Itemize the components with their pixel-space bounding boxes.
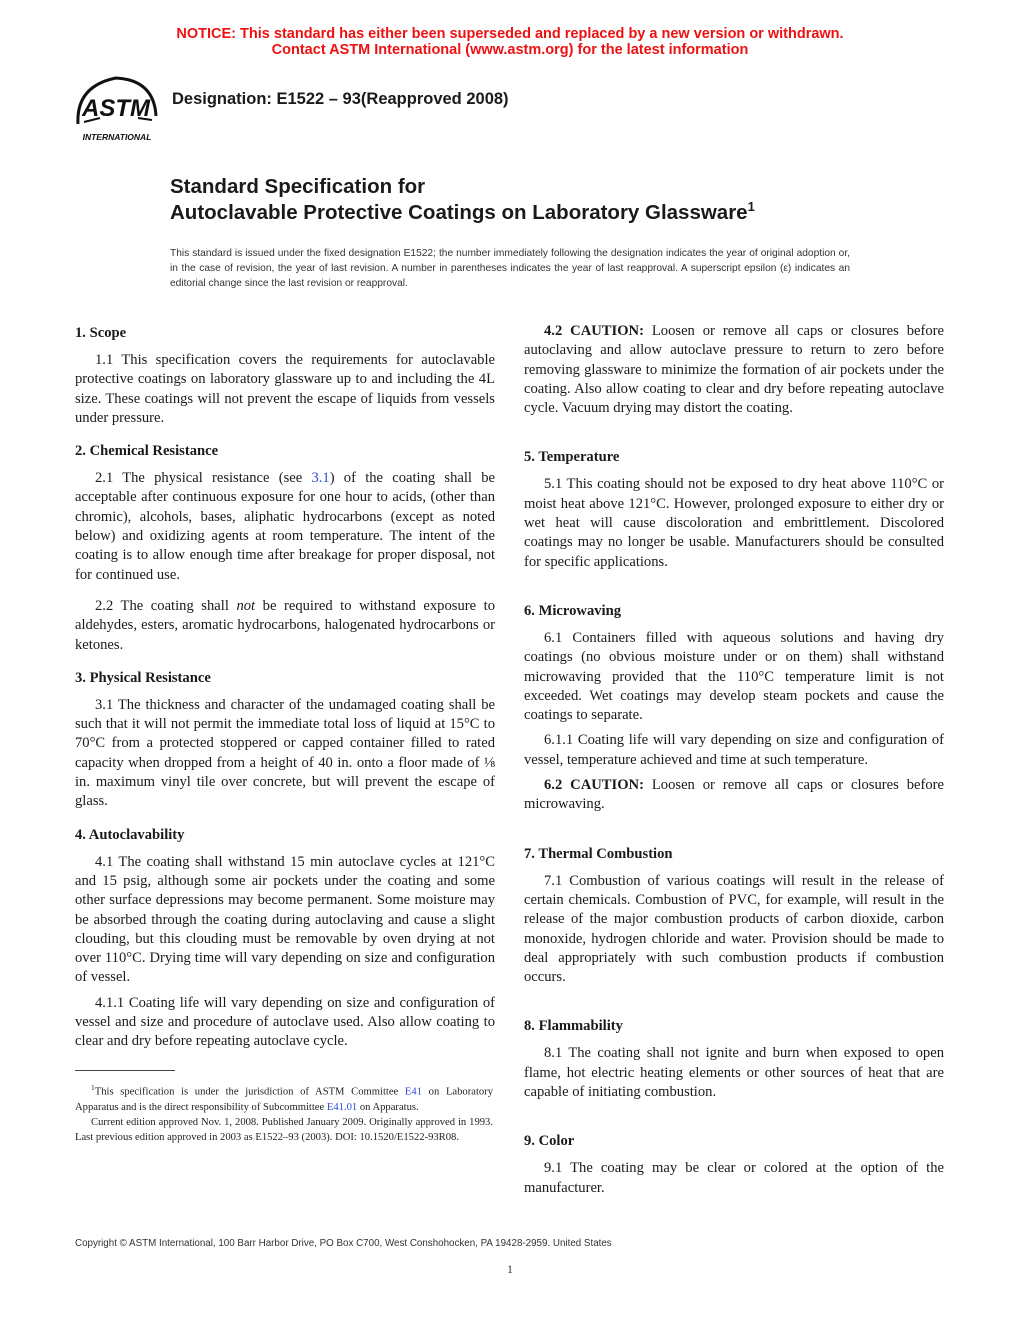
para-3-1: 3.1 The thickness and character of the undamaged coating shall be such that it will not permit the immediate total loss of liquid at 15°C to 70°C from a protected stoppered or capped container filled to rated capacity when dropped from a height of 40 in. onto a floor made of ⅛ in. maximum vinyl tile over concrete, but will prevent the escape of glass.: [75, 696, 495, 810]
para-6-2: 6.2 CAUTION: Loosen or remove all caps or closures before microwaving.: [524, 777, 944, 813]
ref-link-e41-01[interactable]: E41.01: [326, 1101, 358, 1113]
notice-line-2: Contact ASTM International (www.astm.org) for the latest information: [271, 42, 749, 58]
section-heading-microwaving: 6. Microwaving: [524, 602, 622, 619]
section-heading-autoclavability: 4. Autoclavability: [75, 826, 185, 843]
footnote-divider: [75, 1070, 175, 1071]
section-heading-color: 9. Color: [524, 1133, 575, 1150]
para-4-1: 4.1 The coating shall withstand 15 min autoclave cycles at 121°C and 15 psig, although some air pockets under the coating and some other surface depressions may become permanent. Some moisture may be absorbed through the coating during autoclaving and cause a slight clouding, but this clouding must be removable by oven drying at not over 110°C. Drying time will vary depending on size and configuration of vessel.: [75, 853, 495, 986]
para-9-1: 9.1 The coating may be clear or colored at the option of the manufacturer.: [524, 1160, 944, 1196]
title-line-2: Autoclavable Protective Coatings on Laboratory Glassware: [170, 201, 748, 224]
right-column: [524, 322, 944, 1204]
logo-text: ASTM: [82, 95, 150, 122]
logo-subtext: INTERNATIONAL: [82, 132, 152, 142]
designation: Designation: E1522 – 93(Reapproved 2008): [172, 90, 509, 108]
supersede-notice: [0, 26, 1020, 58]
document-title: [170, 174, 755, 226]
para-4-1-1: 4.1.1 Coating life will vary depending on size and configuration of vessel and size and procedure of autoclave used. Also allow coating to clear and dry before repeating autoclave cycle.: [75, 994, 495, 1050]
para-7-1: 7.1 Combustion of various coatings will result in the release of certain chemicals. Combustion of PVC, for example, will result in the release of the major combustion products of carbon dioxide, carbon monoxide, hydrogen chloride and water. Provision should be made to deal appropriately with such combustion products if combustion occurs.: [524, 872, 944, 986]
para-2-2: 2.2 The coating shall not be required to withstand exposure to aldehydes, esters, aromatic hydrocarbons, halogenated hydrocarbons or ketones.: [75, 597, 495, 653]
para-6-1: 6.1 Containers filled with aqueous solutions and having dry coatings (no obvious moisture under or on them) shall withstand microwaving provided that the 110°C temperature limit is not exceeded. Wet coatings may develop steam pockets and cause the coatings to separate.: [524, 629, 944, 724]
ref-link-3-1[interactable]: 3.1: [311, 470, 330, 487]
issued-note: This standard is issued under the fixed designation E1522; the number immediately following the designation indicates the year of original adoption or, in the case of revision, the year of last revision. A number in parentheses indicates the year of last reapproval. A superscript epsilon (ε) indicates an editorial change since the last revision or reapproval.: [170, 248, 850, 289]
ref-link-e41[interactable]: E41: [404, 1086, 422, 1098]
section-heading-flammability: 8. Flammability: [524, 1018, 623, 1035]
copyright: Copyright © ASTM International, 100 Barr Harbor Drive, PO Box C700, West Conshohocken, PA 19428-2959. United States: [75, 1238, 612, 1249]
para-6-1-1: 6.1.1 Coating life will vary depending on size and configuration of vessel, temperature achieved and time at such temperature.: [524, 732, 944, 768]
title-footnote-mark: 1: [747, 199, 755, 214]
astm-logo-icon: [72, 72, 162, 144]
footnote-para-1: $^1$This specification is under the jurisdiction of ASTM Committee E41 on Laboratory Apparatus and is the direct responsibility of Subcommittee E41.01 on Apparatus.: [75, 1083, 494, 1113]
notice-line-1: NOTICE: This standard has either been superseded and replaced by a new version or withdrawn.: [176, 26, 844, 42]
section-heading-physical-resistance: 3. Physical Resistance: [75, 669, 211, 686]
footnote: [75, 1080, 493, 1145]
para-5-1: 5.1 This coating should not be exposed to dry heat above 110°C or moist heat above 121°C. However, prolonged exposure to either dry or wet heat will cause discoloration and embrittlement. Discolored coatings may no longer be usable. Manufacturers should be consulted for specific applications.: [524, 476, 944, 570]
section-heading-thermal-combustion: 7. Thermal Combustion: [524, 845, 673, 862]
para-8-1: 8.1 The coating shall not ignite and burn when exposed to open flame, hot electric heating elements or other sources of heat that are capable of initiating combustion.: [524, 1045, 944, 1101]
para-1-1: 1.1 This specification covers the requirements for autoclavable protective coatings on laboratory glassware up to and including the 4L size. These coatings will not prevent the escape of liquids from vessels under pressure.: [75, 352, 495, 426]
footnote-para-2: Current edition approved Nov. 1, 2008. Published January 2009. Originally approved in 1993. Last previous edition approved in 2003 as E1522–93 (2003). DOI: 10.1520/E1522-93R08.: [75, 1116, 493, 1144]
section-heading-chemical-resistance: 2. Chemical Resistance: [75, 443, 219, 460]
section-heading-temperature: 5. Temperature: [524, 449, 620, 466]
para-4-2: 4.2 CAUTION: Loosen or remove all caps or closures before autoclaving and allow autoclave pressure to return to zero before removing glassware to minimize the formation of air pockets under the coating. Also allow coating to clear and dry before repeating autoclave cycle. Vacuum drying may distort the coating.: [524, 323, 944, 417]
para-2-1: 2.1 The physical resistance (see 3.1) of the coating shall be acceptable after continuous exposure for one hour to acids, (other than chromic), alcohols, bases, aliphatic hydrocarbons (except as noted below) and oxidizing agents at room temperature. The intent of the coating is to allow enough time after breakage for proper disposal, not for continued use.: [75, 470, 495, 583]
page-number: 1: [507, 1262, 513, 1276]
left-column: [75, 322, 495, 1058]
section-heading-scope: 1. Scope: [75, 325, 127, 341]
title-line-1: Standard Specification for: [170, 175, 426, 198]
